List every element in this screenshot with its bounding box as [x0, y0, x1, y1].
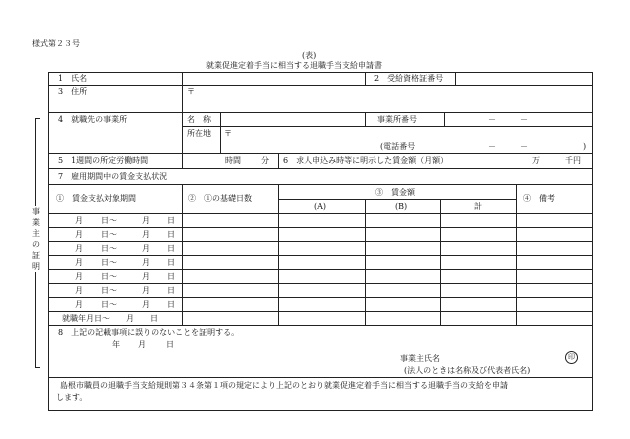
row-month: 月	[75, 258, 83, 267]
header-wage-a: (A)	[314, 202, 327, 211]
rule-table-r2	[48, 241, 593, 242]
office-no-dashes: － －	[488, 115, 528, 124]
workplace-name-field[interactable]	[232, 113, 364, 125]
row-month: 月	[75, 216, 83, 225]
divider-label-col	[182, 72, 183, 168]
header-wage-b: (B)	[395, 202, 408, 211]
label-weekly-hours: 5 1週間の所定労働時間	[58, 156, 149, 165]
label-phone: (電話番号	[380, 142, 416, 151]
label-name: 1 氏名	[58, 74, 88, 83]
rule-table-header	[48, 213, 593, 214]
divider-office-no	[365, 112, 366, 126]
label-employer-name: 事業主氏名	[400, 354, 440, 363]
rule-certify	[48, 377, 593, 378]
certify-date-year: 年	[112, 340, 120, 349]
rule-wage-subheader	[278, 199, 516, 200]
application-text-line1: 島根市職員の退職手当支給規則第３４条第１項の規定により上記のとおり就業促進定着手当に相当する退職手当の支給を申請	[60, 381, 508, 390]
table-label: (表)	[302, 51, 317, 60]
border-bottom	[48, 410, 593, 411]
row-month-to: 月	[142, 286, 150, 295]
divider-col2	[182, 184, 183, 325]
bracket-bottom	[35, 367, 40, 368]
rule-table-r8	[48, 325, 593, 326]
row-day-to: 日	[167, 272, 175, 281]
row-day-to: 日	[167, 300, 175, 309]
rule-table-r3	[48, 255, 593, 256]
form-title: 就業促進定着手当に相当する退職手当支給申請書	[206, 61, 382, 70]
unit-minutes: 分	[261, 156, 269, 165]
row-day-to: 日	[167, 216, 175, 225]
border-left	[48, 72, 49, 411]
row-day-from: 日～	[101, 244, 117, 253]
unit-hours: 時間	[225, 156, 241, 165]
divider-office-no-value	[444, 112, 445, 126]
row-day-from: 日～	[101, 258, 117, 267]
row-day-to: 日	[167, 244, 175, 253]
rule-table-r5	[48, 283, 593, 284]
divider-qual-no	[365, 72, 366, 85]
side-label-employer-certification: 事業主の証明	[32, 207, 40, 271]
header-period: ① 賃金支払対象期間	[56, 194, 136, 203]
border-right	[592, 72, 593, 411]
unit-man: 万	[532, 156, 540, 165]
name-field[interactable]	[183, 73, 364, 85]
row-month: 月	[75, 230, 83, 239]
label-location: 所在地	[187, 129, 211, 138]
address-field[interactable]	[196, 86, 591, 111]
rule-row4	[48, 153, 593, 154]
label-address: 3 住所	[58, 87, 88, 96]
label-wage-stated: 6 求人申込み時等に明示した賃金額（月額）	[283, 156, 449, 165]
workplace-location-field[interactable]	[236, 127, 591, 139]
row-month-to: 月	[142, 300, 150, 309]
divider-workplace-sub	[220, 112, 221, 153]
row-day-from: 日～	[101, 286, 117, 295]
phone-close-paren: )	[583, 142, 587, 151]
certify-date-day: 日	[166, 340, 174, 349]
certify-date-month: 月	[138, 340, 146, 349]
label-qualification-no: 2 受給資格証番号	[374, 74, 444, 83]
rule-table-r1	[48, 227, 593, 228]
divider-col3-b	[365, 199, 366, 325]
rule-table-r7	[48, 311, 593, 312]
row-day-from: 日～	[101, 300, 117, 309]
seal-mark: 印	[565, 351, 578, 364]
divider-wage-stated	[278, 153, 279, 168]
label-workplace: 4 就職先の事業所	[58, 115, 128, 124]
row-day-to: 日	[167, 258, 175, 267]
label-wage-status: 7 雇用期間中の賃金支払状況	[58, 172, 168, 181]
row-day-from: 日～	[101, 272, 117, 281]
header-wage-amount: ③ 賃金額	[375, 188, 415, 197]
row-month: 月	[75, 286, 83, 295]
row-day-to: 日	[167, 230, 175, 239]
row-month-to: 月	[142, 258, 150, 267]
label-workplace-name: 名 称	[187, 115, 211, 124]
phone-dashes: － －	[488, 142, 528, 151]
label-office-no: 事業所番号	[377, 115, 417, 124]
row-day-from: 日～	[101, 230, 117, 239]
row-month-to: 月	[142, 244, 150, 253]
row-month-to: 月	[142, 230, 150, 239]
row-month: 月	[75, 272, 83, 281]
location-postal-mark: 〒	[224, 129, 232, 138]
row-employment-date: 就職年月日～ 月 日	[62, 314, 158, 323]
header-base-days: ② ①の基礎日数	[188, 194, 252, 203]
row-month-to: 月	[142, 216, 150, 225]
corporation-note: (法人のときは名称及び代表者氏名)	[404, 366, 531, 375]
row-month-to: 月	[142, 272, 150, 281]
divider-col3-total	[440, 199, 441, 325]
form-number: 様式第２３号	[32, 39, 80, 48]
rule-row7	[48, 184, 593, 185]
header-remarks: ④ 備考	[523, 194, 555, 203]
row-month: 月	[75, 244, 83, 253]
rule-table-r6	[48, 297, 593, 298]
application-text-line2: します。	[56, 393, 88, 402]
row-day-to: 日	[167, 286, 175, 295]
row-month: 月	[75, 300, 83, 309]
unit-thousand-yen: 千円	[565, 156, 581, 165]
qualification-no-field[interactable]	[456, 73, 591, 85]
rule-table-r4	[48, 269, 593, 270]
row-day-from: 日～	[101, 216, 117, 225]
rule-row5	[48, 168, 593, 169]
divider-col3	[278, 184, 279, 325]
certify-statement: 8 上記の記載事項に誤りのないことを証明する。	[58, 328, 240, 337]
header-wage-total: 計	[474, 202, 482, 211]
address-postal-mark: 〒	[187, 87, 195, 96]
divider-col4	[516, 184, 517, 325]
